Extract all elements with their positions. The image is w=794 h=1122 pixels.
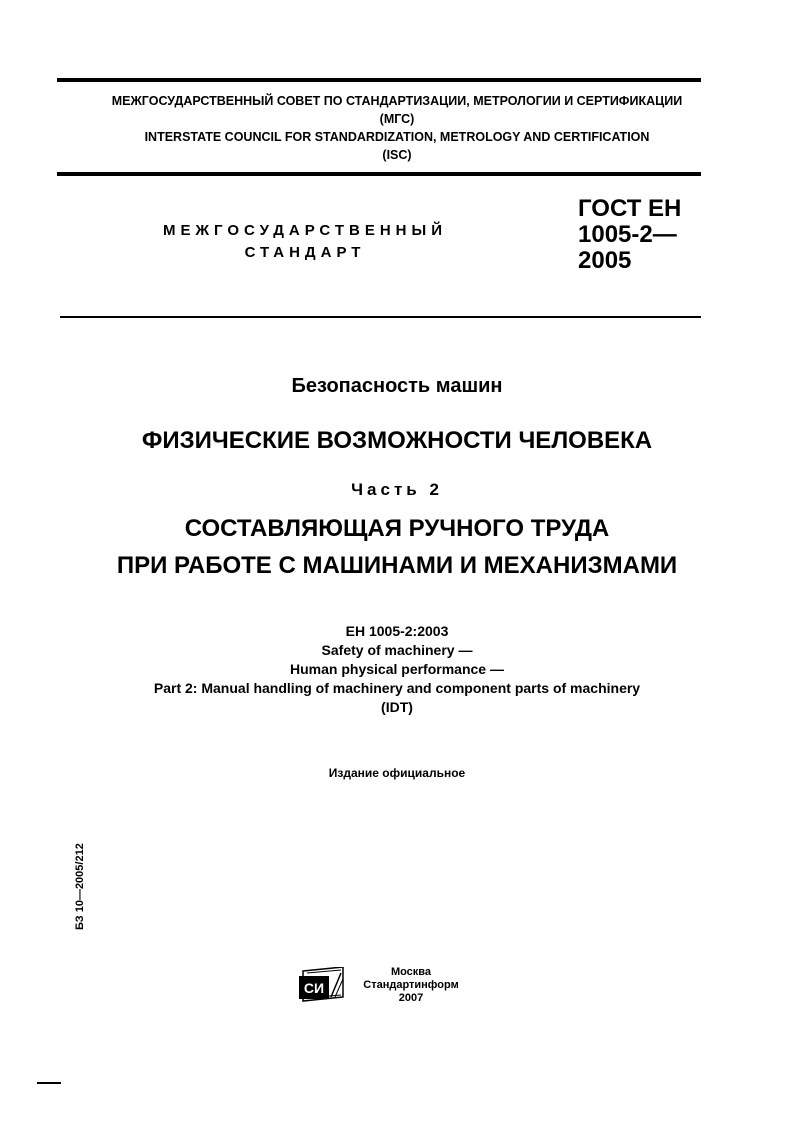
standard-number-line3: 2005 (578, 247, 632, 274)
standard-number (578, 196, 681, 274)
main-title: ФИЗИЧЕСКИЕ ВОЗМОЖНОСТИ ЧЕЛОВЕКА (141, 427, 653, 454)
standard-number-line1: ГОСТ ЕН (578, 195, 682, 222)
council-en-abbr: (ISC) (382, 148, 412, 162)
english-reference (0, 622, 794, 717)
side-code: БЗ 10—2005/212 (74, 843, 86, 930)
subtitle (0, 510, 794, 584)
title-rule (60, 316, 701, 318)
english-line1: Safety of machinery — (321, 642, 473, 658)
subtitle-line2: ПРИ РАБОТЕ С МАШИНАМИ И МЕХАНИЗМАМИ (116, 552, 678, 579)
subtitle-line1: СОСТАВЛЯЮЩАЯ РУЧНОГО ТРУДА (184, 515, 610, 542)
subject-title: Безопасность машин (291, 375, 503, 397)
logo-text: СИ (303, 980, 325, 996)
publisher-year: 2007 (398, 992, 424, 1004)
edition-label: Издание официальное (328, 766, 466, 780)
header-bottom-rule (57, 172, 701, 176)
footer-mark (37, 1082, 61, 1084)
council-ru: МЕЖГОСУДАРСТВЕННЫЙ СОВЕТ ПО СТАНДАРТИЗАЦИИ, МЕТРОЛОГИИ И СЕРТИФИКАЦИИ (111, 94, 683, 108)
english-line2: Human physical performance — (290, 661, 504, 677)
english-line3: Part 2: Manual handling of machinery and component parts of machinery (153, 680, 641, 696)
part-label: Часть 2 (351, 480, 443, 499)
english-line4: (IDT) (381, 699, 413, 715)
standartinform-logo-icon (297, 967, 345, 1003)
publisher-name: Стандартинформ (363, 979, 459, 991)
english-ref: ЕН 1005-2:2003 (345, 623, 449, 639)
standard-number-line2: 1005-2— (578, 221, 677, 248)
publisher-city: Москва (390, 966, 432, 978)
council-en: INTERSTATE COUNCIL FOR STANDARDIZATION, METROLOGY AND CERTIFICATION (144, 130, 650, 144)
top-rule (57, 78, 701, 82)
label-line1: МЕЖГОСУДАРСТВЕННЫЙ (163, 222, 447, 239)
publisher-info (356, 966, 466, 1005)
label-line2: СТАНДАРТ (244, 244, 366, 261)
interstate-standard-label (120, 220, 490, 264)
council-ru-abbr: (МГС) (379, 112, 415, 126)
council-header (0, 92, 794, 164)
